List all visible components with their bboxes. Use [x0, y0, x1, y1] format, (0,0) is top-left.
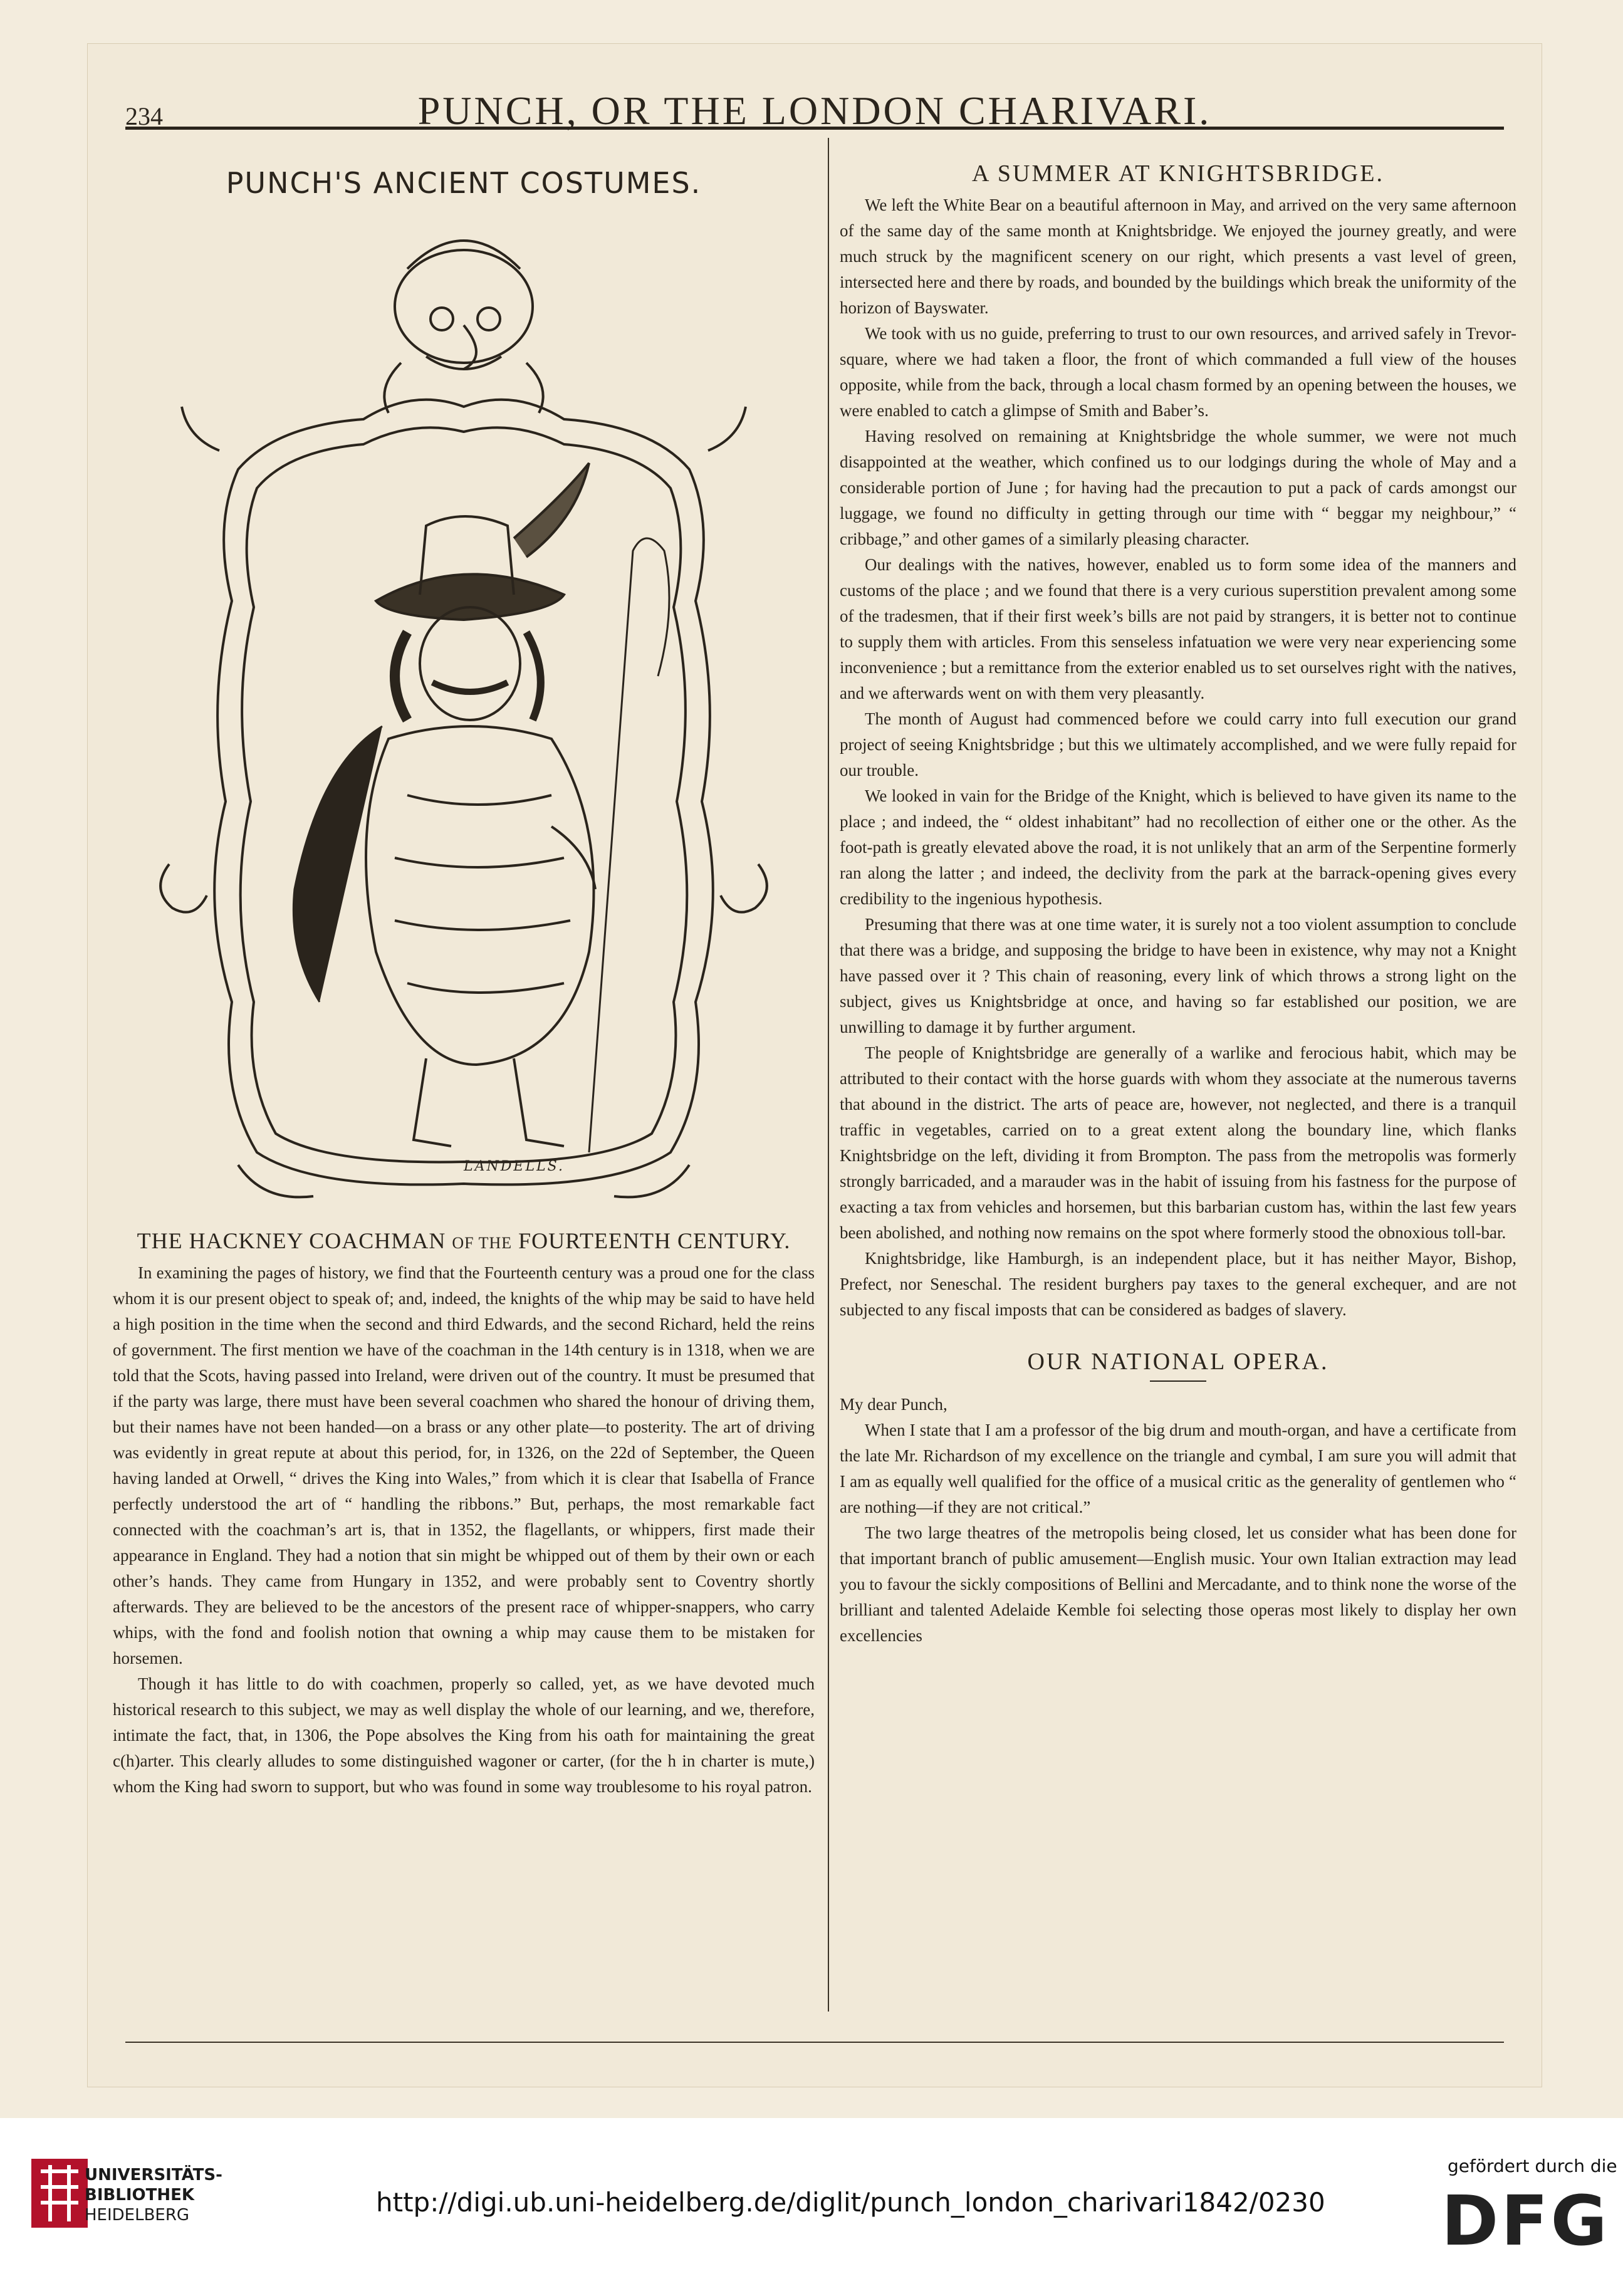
costumes-paragraph-1: In examining the pages of history, we find that the Fourteenth century was a proud one for the class whom it is our present object to speak of; and, indeed, the knights of the whip may be said to have held a high position in the time when the second and third Edwards, and the second Richard, held the reins of government. The first mention we have of the coachman in the 14th century is in 1318, when we are told that the Scots, having passed into Ireland, were driven out of the country. It must be presumed that if the party was large, there must have been several coachmen who shared the honour of driving them, but their names have not been handed—on a brass or any other plate—to posterity. The art of driving was evidently in great repute at about this period, for, in 1326, on the 22d of September, the Queen having landed at Orwell, “ drives the King into Wales,” from which it is clear that Isabella of France perfectly understood the art of “ handling the ribbons.” But, perhaps, the most remarkable fact connected with the coachman’s art is, that in 1352, the flagellants, or whippers, first made their appearance in England. They had a notion that sin might be whipped out of them by their own or each other’s hands. They came from Hungary in 1352, and were probably sent to Coventry shortly afterwards. They are believed to be the ancestors of the present race of whipper-snappers, who carry whips, with the fond and foolish notion that owning a whip may cause them to be mistaken for horsemen.: [113, 1263, 815, 1667]
library-line-3: HEIDELBERG: [85, 2206, 190, 2225]
coachman-illustration: [113, 200, 815, 1215]
knightsbridge-paragraph-7: Presuming that there was at one time water, it is surely not a too violent assumption to conclude that there was a bridge, and supposing the bridge to have been in existence, why may not a Knight have passed over it ? This chain of reasoning, every link of which throws a strong light on the subject, gives us Knightsbridge at once, and having so far established our position, we are unwilling to damage it by further argument.: [840, 915, 1516, 1036]
running-title: PUNCH, OR THE LONDON CHARIVARI.: [417, 88, 1212, 133]
costumes-paragraph-2: Though it has little to do with coachmen, properly so called, yet, as we have devoted much historical research to this subject, we may as well display the whole of our learning, and we, therefore, intimate the fact, that, in 1306, the Pope absolves the King from his oath for maintaining the great c(h)arter. This clearly alludes to some distinguished wagoner or carter, (for the h in charter is mute,) whom the King had sworn to support, but who was found in some way troublesome to his royal patron.: [113, 1674, 815, 1796]
funded-by-text: gefördert durch die: [1448, 2156, 1617, 2176]
page-number: 234: [125, 102, 163, 130]
footer-rule: [125, 2042, 1504, 2043]
source-url[interactable]: http://digi.ub.uni-heidelberg.de/diglit/punch_london_charivari1842/0230: [376, 2187, 1325, 2218]
caption-end: FOURTEENTH CENTURY.: [518, 1228, 791, 1253]
opera-title-rule: [1150, 1380, 1206, 1382]
caption-of: OF THE: [452, 1234, 513, 1252]
library-seal-icon: [25, 2152, 94, 2234]
dfg-logo: DFG: [1441, 2181, 1610, 2261]
costumes-article: [113, 1260, 815, 1800]
illustration-drawing: [113, 200, 815, 1215]
knightsbridge-paragraph-8: The people of Knightsbridge are generally of a warlike and ferocious habit, which may be attributed to their contact with the horse guards with whom they associate at the numerous taverns that abound in the district. The arts of peace are, however, not neglected, and there is a tranquil traffic in vegetables, carried on to a great extent along the boundary line, which flanks Knightsbridge on the left, dividing it from Brompton. The pass from the metropolis was formerly strongly barricaded, and a marauder was in the habit of issuing from his fastness for the purpose of exacting a tax from vehicles and horsemen, but this barbarian custom has, within the last few years been abolished, and nothing now remains on the spot where formerly stood the obnoxious toll-bar.: [840, 1043, 1516, 1242]
illustration-caption: [113, 1228, 815, 1254]
knightsbridge-paragraph-9: Knightsbridge, like Hamburgh, is an independent place, but it has neither Mayor, Bishop, Prefect, nor Seneschal. The resident burghers pay taxes to the general exchequer, and are not subjected to any fiscal imposts that can be considered as badges of slavery.: [840, 1249, 1516, 1319]
knightsbridge-paragraph-3: Having resolved on remaining at Knightsbridge the whole summer, we were not much disappointed at the weather, which confined us to our lodgings during the whole of May and a considerable portion of June ; for having had the precaution to put a pack of cards amongst our luggage, we found no difficulty in getting through our time with “ beggar my neighbour,” “ cribbage,” and other games of a similarly pleasing character.: [840, 427, 1516, 548]
knightsbridge-paragraph-6: We looked in vain for the Bridge of the Knight, which is believed to have given its name to the place ; and indeed, the “ oldest inhabitant” had no recollection of either one or the other. As the foot-path is greatly elevated above the road, it is not unlikely that an arm of the Serpentine formerly ran along the latter ; and indeed, the declivity from the park at the barrack-opening gives every credibility to the ingenious hypothesis.: [840, 786, 1516, 908]
opera-title: OUR NATIONAL OPERA.: [1027, 1349, 1329, 1375]
opera-salutation: My dear Punch,: [840, 1395, 947, 1414]
library-name: [85, 2165, 222, 2225]
costumes-title: PUNCH'S ANCIENT COSTUMES.: [226, 166, 702, 200]
right-column: [840, 147, 1516, 1649]
knightsbridge-paragraph-1: We left the White Bear on a beautiful afternoon in May, and arrived on the very same afternoon of the same day of the same month at Knightsbridge. We enjoyed the journey greatly, and were much struck by the magnificent scenery on our right, which presents a vast level of green, intersected here and there by roads, and bounded by the buildings which break the uniformity of the horizon of Bayswater.: [840, 196, 1516, 317]
left-column: [113, 147, 815, 1800]
newspaper-page: [88, 44, 1542, 2087]
opera-paragraph-2: The two large theatres of the metropolis being closed, let us consider what has been done for that important branch of public amusement—English music. Your own Italian extraction may lead you to favour the sickly compositions of Bellini and Mercadante, and to think none the worse of the brilliant and talented Adelaide Kemble foi selecting those operas most likely to display her own excellencies: [840, 1523, 1516, 1645]
knightsbridge-paragraph-4: Our dealings with the natives, however, enabled us to form some idea of the manners and customs of the place ; and we found that there is a very curious superstition prevalent among some of the tradesmen, that if their first week’s bills are not paid by strangers, it is better not to continue to supply them with articles. From this senseless infatuation we were very near experiencing some inconvenience ; but a remittance from the exterior enabled us to set ourselves right with the natives, and we afterwards went on with them very pleasantly.: [840, 555, 1516, 702]
opera-article: [840, 1417, 1516, 1649]
knightsbridge-title: A SUMMER AT KNIGHTSBRIDGE.: [972, 160, 1384, 187]
library-line-2: BIBLIOTHEK: [85, 2186, 195, 2205]
digitization-footer: [0, 2118, 1623, 2296]
opera-paragraph-1: When I state that I am a professor of the big drum and mouth-organ, and have a certificate from the late Mr. Richardson of my excellence on the triangle and cymbal, I am sure you will admit that I am as equally well qualified for the office of a musical critic as the generality of gentlemen who “ are nothing—if they are not critical.”: [840, 1421, 1516, 1516]
illustrator-signature: LANDELLS.: [464, 1159, 565, 1174]
knightsbridge-article: [840, 192, 1516, 1323]
library-line-1: UNIVERSITÄTS-: [85, 2166, 222, 2184]
knightsbridge-paragraph-5: The month of August had commenced before we could carry into full execution our grand project of seeing Knightsbridge ; but this we ultimately accomplished, and we were fully repaid for our trouble.: [840, 709, 1516, 780]
header-rule: [125, 127, 1504, 133]
caption-main: THE HACKNEY COACHMAN: [137, 1228, 446, 1253]
column-divider: [828, 138, 829, 2012]
knightsbridge-paragraph-2: We took with us no guide, preferring to trust to our own resources, and arrived safely in Trevor-square, where we had taken a floor, the front of which commanded a full view of the houses opposite, while from the back, through a local chasm formed by an opening between the houses, we were enabled to catch a glimpse of Smith and Baber’s.: [840, 324, 1516, 420]
